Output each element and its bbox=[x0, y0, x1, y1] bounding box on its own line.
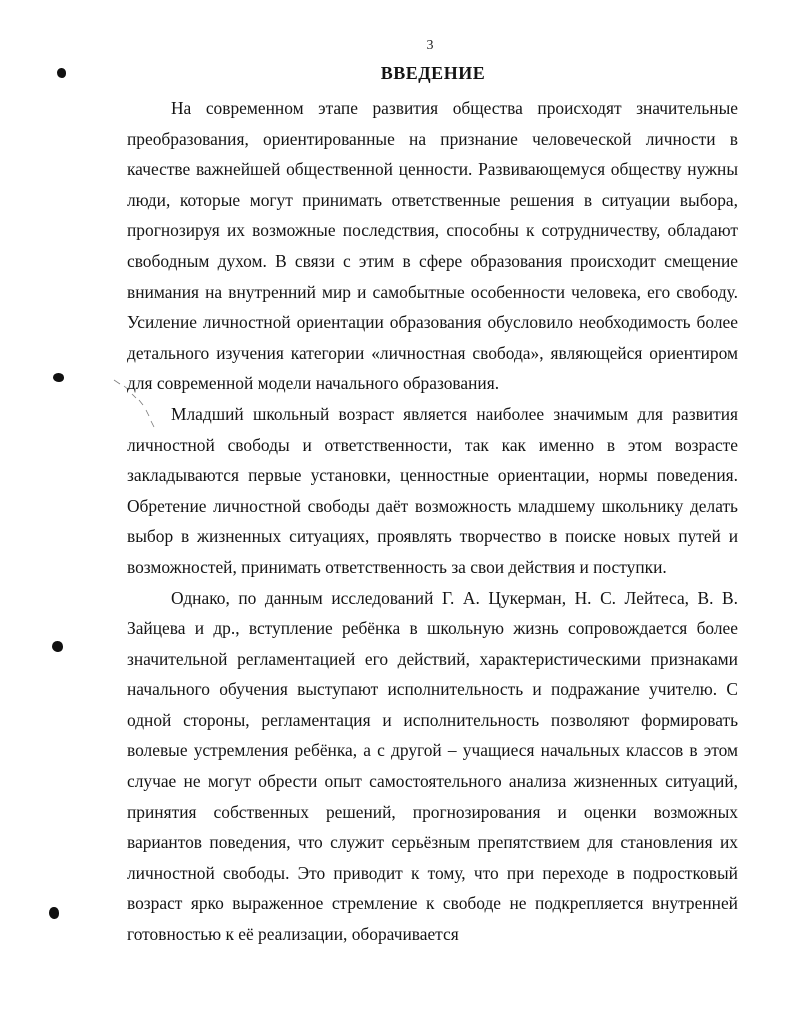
binding-hole-mark bbox=[52, 641, 63, 652]
section-heading: ВВЕДЕНИЕ bbox=[380, 63, 486, 83]
paragraph: На современном этапе развития общества происходят значительные преобразования, ориентированные на признание человеческой личности в качестве важнейшей общественной ценности. Развивающемуся обществу нужны люди, которые могут принимать ответственные решения в ситуации выбора, прогнозируя их возможные последствия, способны к сотрудничеству, обладают свободным духом. В связи с этим в сфере образования происходит смещение внимания на внутренний мир и самобытные особенности человека, его свободу. Усиление личностной ориентации образования обусловило необходимость более детального изучения категории «личностная свобода», являющейся ориентиром для современной модели начального образования. bbox=[127, 98, 738, 394]
paragraph: Однако, по данным исследований Г. А. Цукерман, Н. С. Лейтеса, В. В. Зайцева и др., вступление ребёнка в школьную жизнь сопровождается более значительной регламентацией его действий, характеристическими признаками начального обучения выступают исполнительность и подражание учителю. С одной стороны, регламентация и исполнительность позволяют формировать волевые устремления ребёнка, а с другой – учащиеся начальных классов в этом случае не могут обрести опыт самостоятельного анализа жизненных ситуаций, принятия собственных решений, прогнозирования и оценки возможных вариантов поведения, что служит серьёзным препятствием для становления их личностной свободы. Это приводит к тому, что при переходе в подростковый возраст ярко выраженное стремление к свободе не подкрепляется внутренней готовностью к её реализации, оборачивается bbox=[127, 587, 738, 945]
body-text bbox=[127, 93, 738, 950]
binding-hole-mark bbox=[49, 907, 59, 919]
page-number: 3 bbox=[426, 38, 434, 53]
paragraph: Младший школьный возраст является наиболее значимым для развития личностной свободы и ответственности, так как именно в этом возрасте закладываются первые установки, ценностные ориентации, нормы поведения. Обретение личностной свободы даёт возможность младшему школьнику делать выбор в жизненных ситуациях, проявлять творчество в поиске новых путей и возможностей, принимать ответственность за свои действия и поступки. bbox=[127, 403, 738, 577]
binding-hole-mark bbox=[53, 373, 64, 382]
